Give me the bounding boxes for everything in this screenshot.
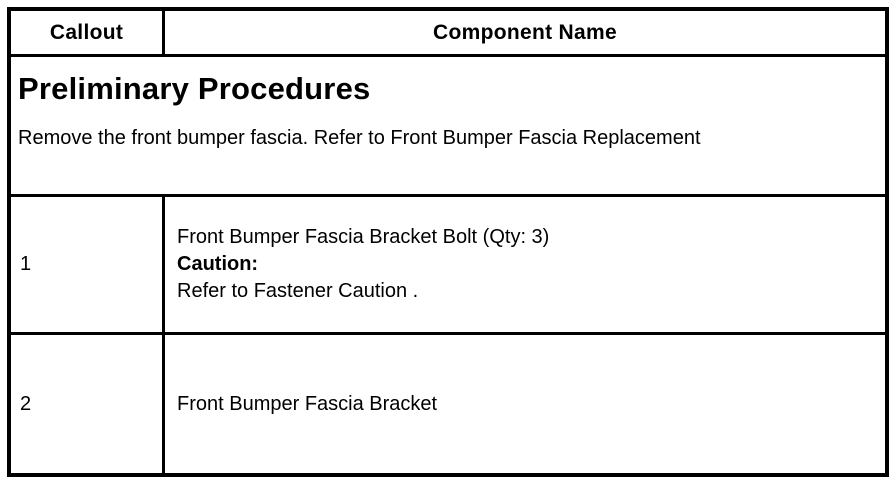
header-callout-label: Callout xyxy=(49,20,124,44)
callout-cell-row-1 xyxy=(11,197,165,335)
header-cell-component-name xyxy=(165,11,885,57)
caution-reference-text: Refer to Fastener Caution . xyxy=(177,280,419,302)
header-cell-callout xyxy=(11,11,165,57)
callout-cell-row-2 xyxy=(11,335,165,473)
callout-number: 1 xyxy=(20,253,32,275)
callout-number: 2 xyxy=(20,392,32,415)
preliminary-procedures-instruction: Remove the front bumper fascia. Refer to Front Bumper Fascia Replacement xyxy=(18,126,701,149)
header-component-name-label: Component Name xyxy=(433,20,617,44)
component-name-text: Front Bumper Fascia Bracket xyxy=(177,392,438,415)
component-cell-row-2 xyxy=(165,335,885,473)
preliminary-procedures-cell xyxy=(11,57,885,197)
caution-label: Caution: xyxy=(177,253,259,275)
component-cell-row-1 xyxy=(165,197,885,335)
preliminary-procedures-title: Preliminary Procedures xyxy=(18,71,371,106)
component-name-text: Front Bumper Fascia Bracket Bolt (Qty: 3) xyxy=(177,226,550,248)
component-callout-table xyxy=(7,7,889,477)
